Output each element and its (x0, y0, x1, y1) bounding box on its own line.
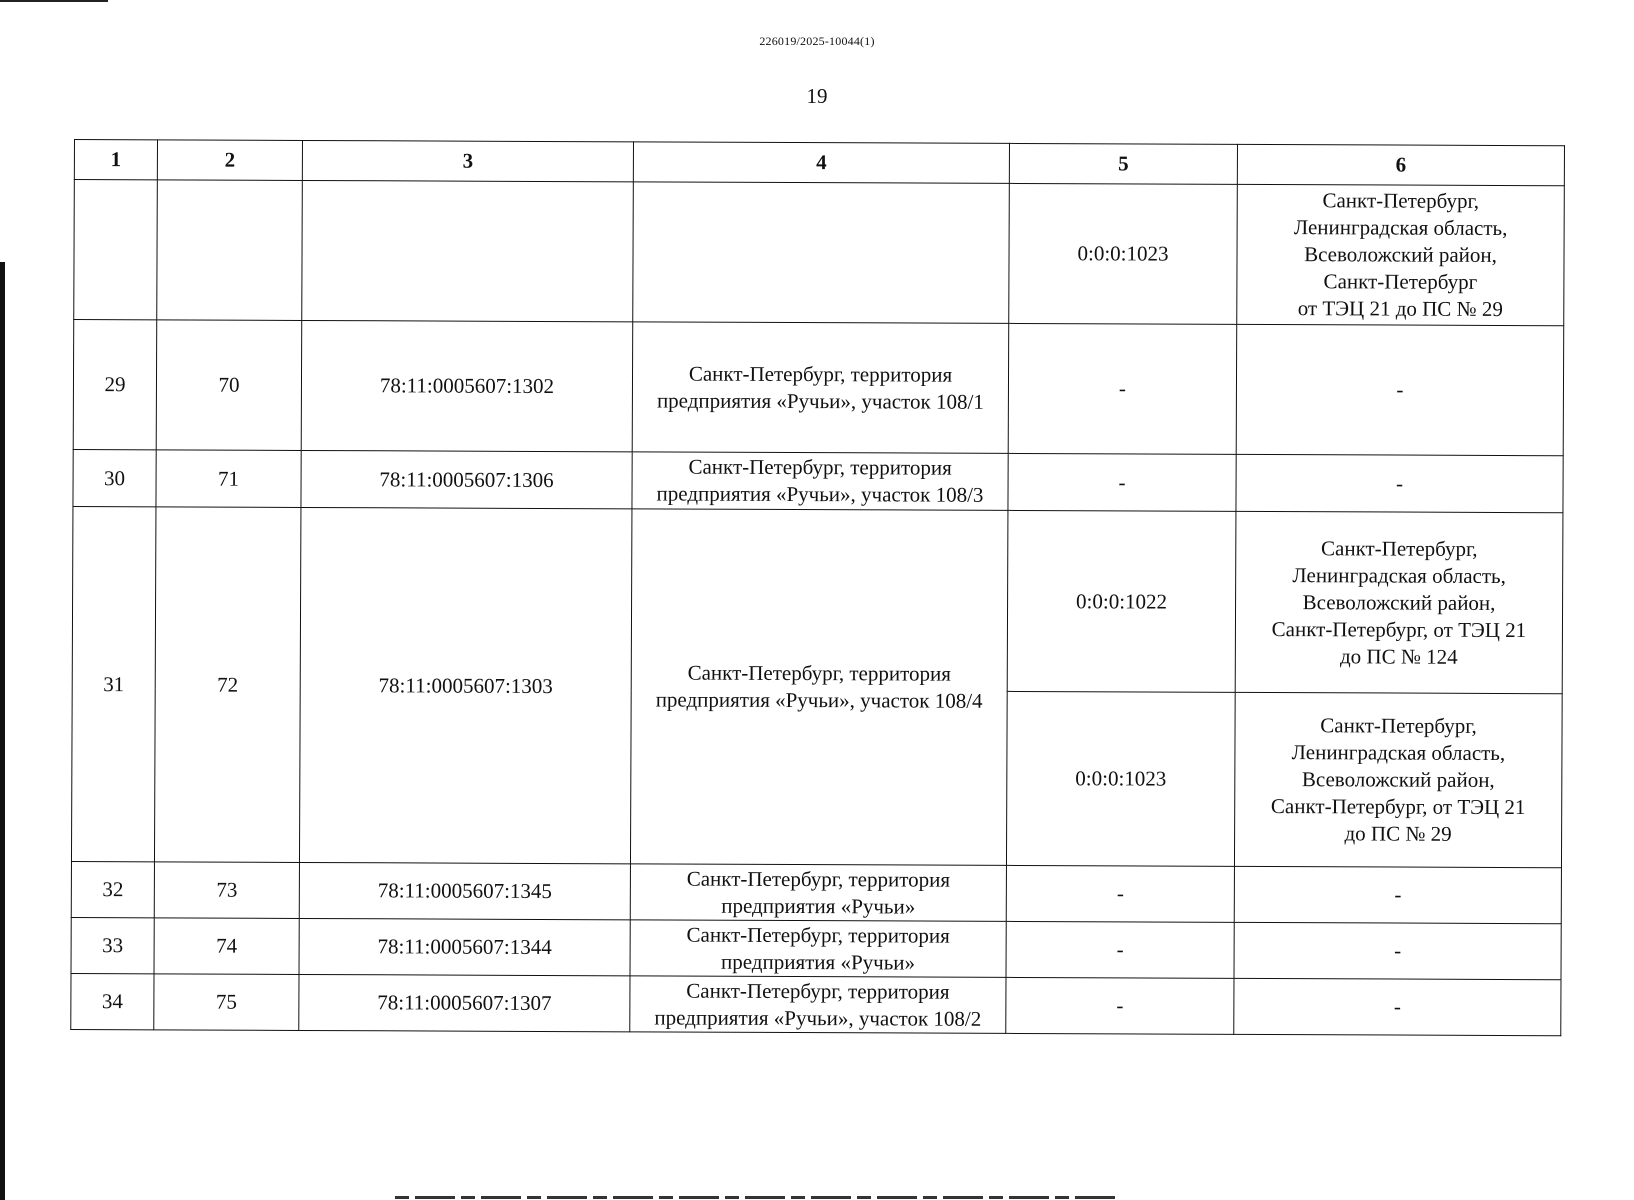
column-header: 1 (74, 140, 157, 180)
address-line: предприятия «Ручьи» (721, 949, 916, 975)
cell-registry-number: 0:0:0:1022 (1007, 510, 1236, 692)
table-cell (633, 182, 1010, 324)
cell-index: 29 (73, 320, 157, 450)
cell-index: 32 (71, 861, 154, 917)
cell-location: - (1236, 324, 1564, 455)
cell-index: 33 (71, 917, 154, 973)
cell-location (1234, 692, 1562, 867)
cell-index: 30 (73, 449, 156, 506)
scan-edge-mark (0, 0, 108, 2)
table-row (74, 180, 1565, 326)
location-line: Ленинградская область, (1292, 562, 1506, 588)
address-line: Санкт-Петербург, территория (686, 978, 950, 1004)
column-header: 4 (633, 142, 1009, 184)
cell-location: - (1236, 454, 1563, 512)
location-line: Всеволожский район, (1302, 589, 1496, 615)
cell-number: 72 (154, 507, 300, 863)
location-line: Ленинградская область, (1291, 740, 1506, 766)
cell-address (632, 322, 1009, 454)
address-line: предприятия «Ручьи», участок 108/4 (655, 687, 983, 713)
cell-location: - (1234, 922, 1561, 979)
cell-cadastral-number: 78:11:0005607:1344 (299, 918, 630, 975)
table-cell (74, 180, 158, 320)
address-line: Санкт-Петербург, территория (687, 660, 951, 686)
cell-number: 70 (156, 320, 302, 451)
table-row (71, 917, 1561, 979)
location-line: Всеволожский район, (1304, 242, 1497, 267)
location-line: до ПС № 124 (1339, 643, 1458, 669)
parcels-table (70, 139, 1565, 1036)
cell-registry-number: 0:0:0:1023 (1009, 183, 1238, 324)
cell-address (632, 452, 1008, 511)
address-line: предприятия «Ручьи», участок 108/3 (656, 481, 984, 507)
location-line: Санкт-Петербург (1323, 269, 1478, 294)
table-row (72, 506, 1563, 693)
cell-cadastral-number: 78:11:0005607:1307 (299, 974, 630, 1031)
location-line: Санкт-Петербург, (1320, 535, 1478, 561)
location-line: от ТЭЦ 21 до ПС № 29 (1297, 296, 1503, 321)
cell-number: 73 (154, 862, 299, 919)
scan-edge-mark (395, 1196, 1115, 1199)
table-row (71, 973, 1561, 1035)
column-header: 6 (1237, 144, 1564, 185)
cell-address (630, 864, 1006, 922)
address-line: предприятия «Ручьи», участок 108/1 (656, 387, 984, 414)
location-line: Санкт-Петербург, от ТЭЦ 21 (1270, 794, 1526, 820)
location-line: Санкт-Петербург, (1322, 188, 1480, 213)
cell-index: 31 (71, 506, 155, 861)
table-row (73, 320, 1564, 456)
cell-registry-number: - (1006, 921, 1234, 978)
document-id: 226019/2025-10044(1) (759, 34, 875, 48)
cell-location (1237, 184, 1565, 325)
table-row (71, 861, 1561, 923)
cell-address (630, 920, 1006, 978)
location-line: Ленинградская область, (1293, 215, 1508, 241)
address-line: предприятия «Ручьи» (721, 893, 916, 919)
cell-registry-number: - (1006, 977, 1234, 1034)
cell-number: 75 (154, 974, 299, 1031)
cell-registry-number: - (1006, 865, 1234, 922)
cell-location: - (1234, 866, 1561, 923)
address-line: Санкт-Петербург, территория (688, 454, 952, 480)
scan-edge-mark (0, 262, 5, 1200)
column-header: 3 (302, 140, 633, 181)
cell-number: 71 (156, 450, 301, 508)
cell-registry-number: - (1008, 323, 1237, 454)
cell-address (630, 509, 1007, 866)
table-cell (302, 180, 634, 321)
location-line: Санкт-Петербург, от ТЭЦ 21 (1271, 616, 1527, 642)
cell-cadastral-number: 78:11:0005607:1306 (301, 450, 632, 508)
cell-cadastral-number: 78:11:0005607:1302 (301, 320, 633, 451)
cell-location: - (1234, 978, 1561, 1035)
page-number: 19 (806, 84, 828, 108)
table-cell (157, 180, 303, 321)
cell-index: 34 (71, 973, 154, 1029)
cell-registry-number: 0:0:0:1023 (1006, 691, 1235, 866)
cell-cadastral-number: 78:11:0005607:1303 (299, 507, 631, 863)
table-row (73, 449, 1563, 512)
cell-address (630, 976, 1006, 1034)
table-header-row (74, 140, 1564, 186)
location-line: Всеволожский район, (1301, 767, 1495, 792)
cell-location (1235, 511, 1563, 693)
column-header: 2 (157, 140, 302, 181)
cell-registry-number: - (1008, 453, 1236, 511)
column-header: 5 (1009, 143, 1237, 184)
address-line: предприятия «Ручьи», участок 108/2 (654, 1004, 982, 1031)
address-line: Санкт-Петербург, территория (688, 361, 953, 387)
location-line: до ПС № 29 (1344, 821, 1452, 846)
address-line: Санкт-Петербург, территория (686, 866, 951, 892)
address-line: Санкт-Петербург, территория (686, 922, 950, 948)
cell-number: 74 (154, 918, 299, 975)
location-line: Санкт-Петербург, (1320, 713, 1477, 738)
cell-cadastral-number: 78:11:0005607:1345 (299, 862, 630, 919)
